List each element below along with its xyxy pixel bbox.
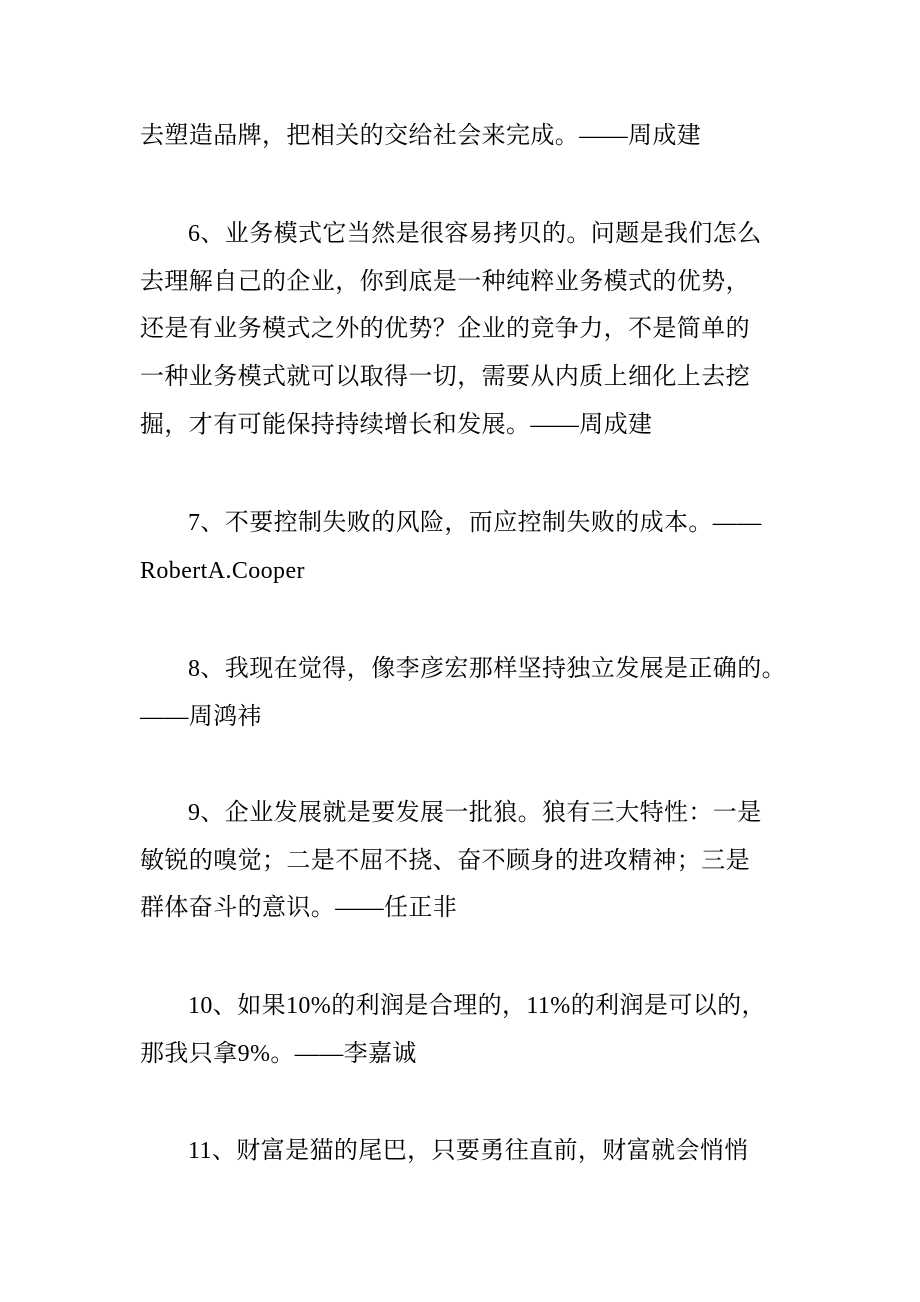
- paragraph-6-line-1: 6、业务模式它当然是很容易拷贝的。问题是我们怎么: [188, 221, 762, 247]
- paragraph-8-line-2: ——周鸿祎: [140, 704, 262, 730]
- paragraph-6-line-5: 掘，才有可能保持持续增长和发展。——周成建: [140, 412, 653, 438]
- paragraph-8-line-1: 8、我现在觉得，像李彦宏那样坚持独立发展是正确的。: [188, 656, 786, 682]
- paragraph-11-line-1: 11、财富是猫的尾巴，只要勇往直前，财富就会悄悄: [188, 1138, 749, 1164]
- paragraph-6-line-3: 还是有业务模式之外的优势？企业的竞争力，不是简单的: [140, 316, 750, 342]
- paragraph-9-line-3: 群体奋斗的意识。——任正非: [140, 895, 458, 921]
- paragraph-5-line-1: 去塑造品牌，把相关的交给社会来完成。——周成建: [140, 123, 702, 149]
- paragraph-9-line-2: 敏锐的嗅觉；二是不屈不挠、奋不顾身的进攻精神；三是: [140, 848, 750, 874]
- paragraph-7-line-2: RobertA.Cooper: [140, 558, 305, 584]
- paragraph-10-line-1: 10、如果10%的利润是合理的，11%的利润是可以的，: [188, 993, 766, 1019]
- paragraph-7-line-1: 7、不要控制失败的风险，而应控制失败的成本。——: [188, 510, 762, 536]
- paragraph-9-line-1: 9、企业发展就是要发展一批狼。狼有三大特性：一是: [188, 800, 762, 826]
- paragraph-10-line-2: 那我只拿9%。——李嘉诚: [140, 1041, 417, 1067]
- paragraph-6-line-4: 一种业务模式就可以取得一切，需要从内质上细化上去挖: [140, 364, 750, 390]
- paragraph-6-line-2: 去理解自己的企业，你到底是一种纯粹业务模式的优势，: [140, 269, 750, 295]
